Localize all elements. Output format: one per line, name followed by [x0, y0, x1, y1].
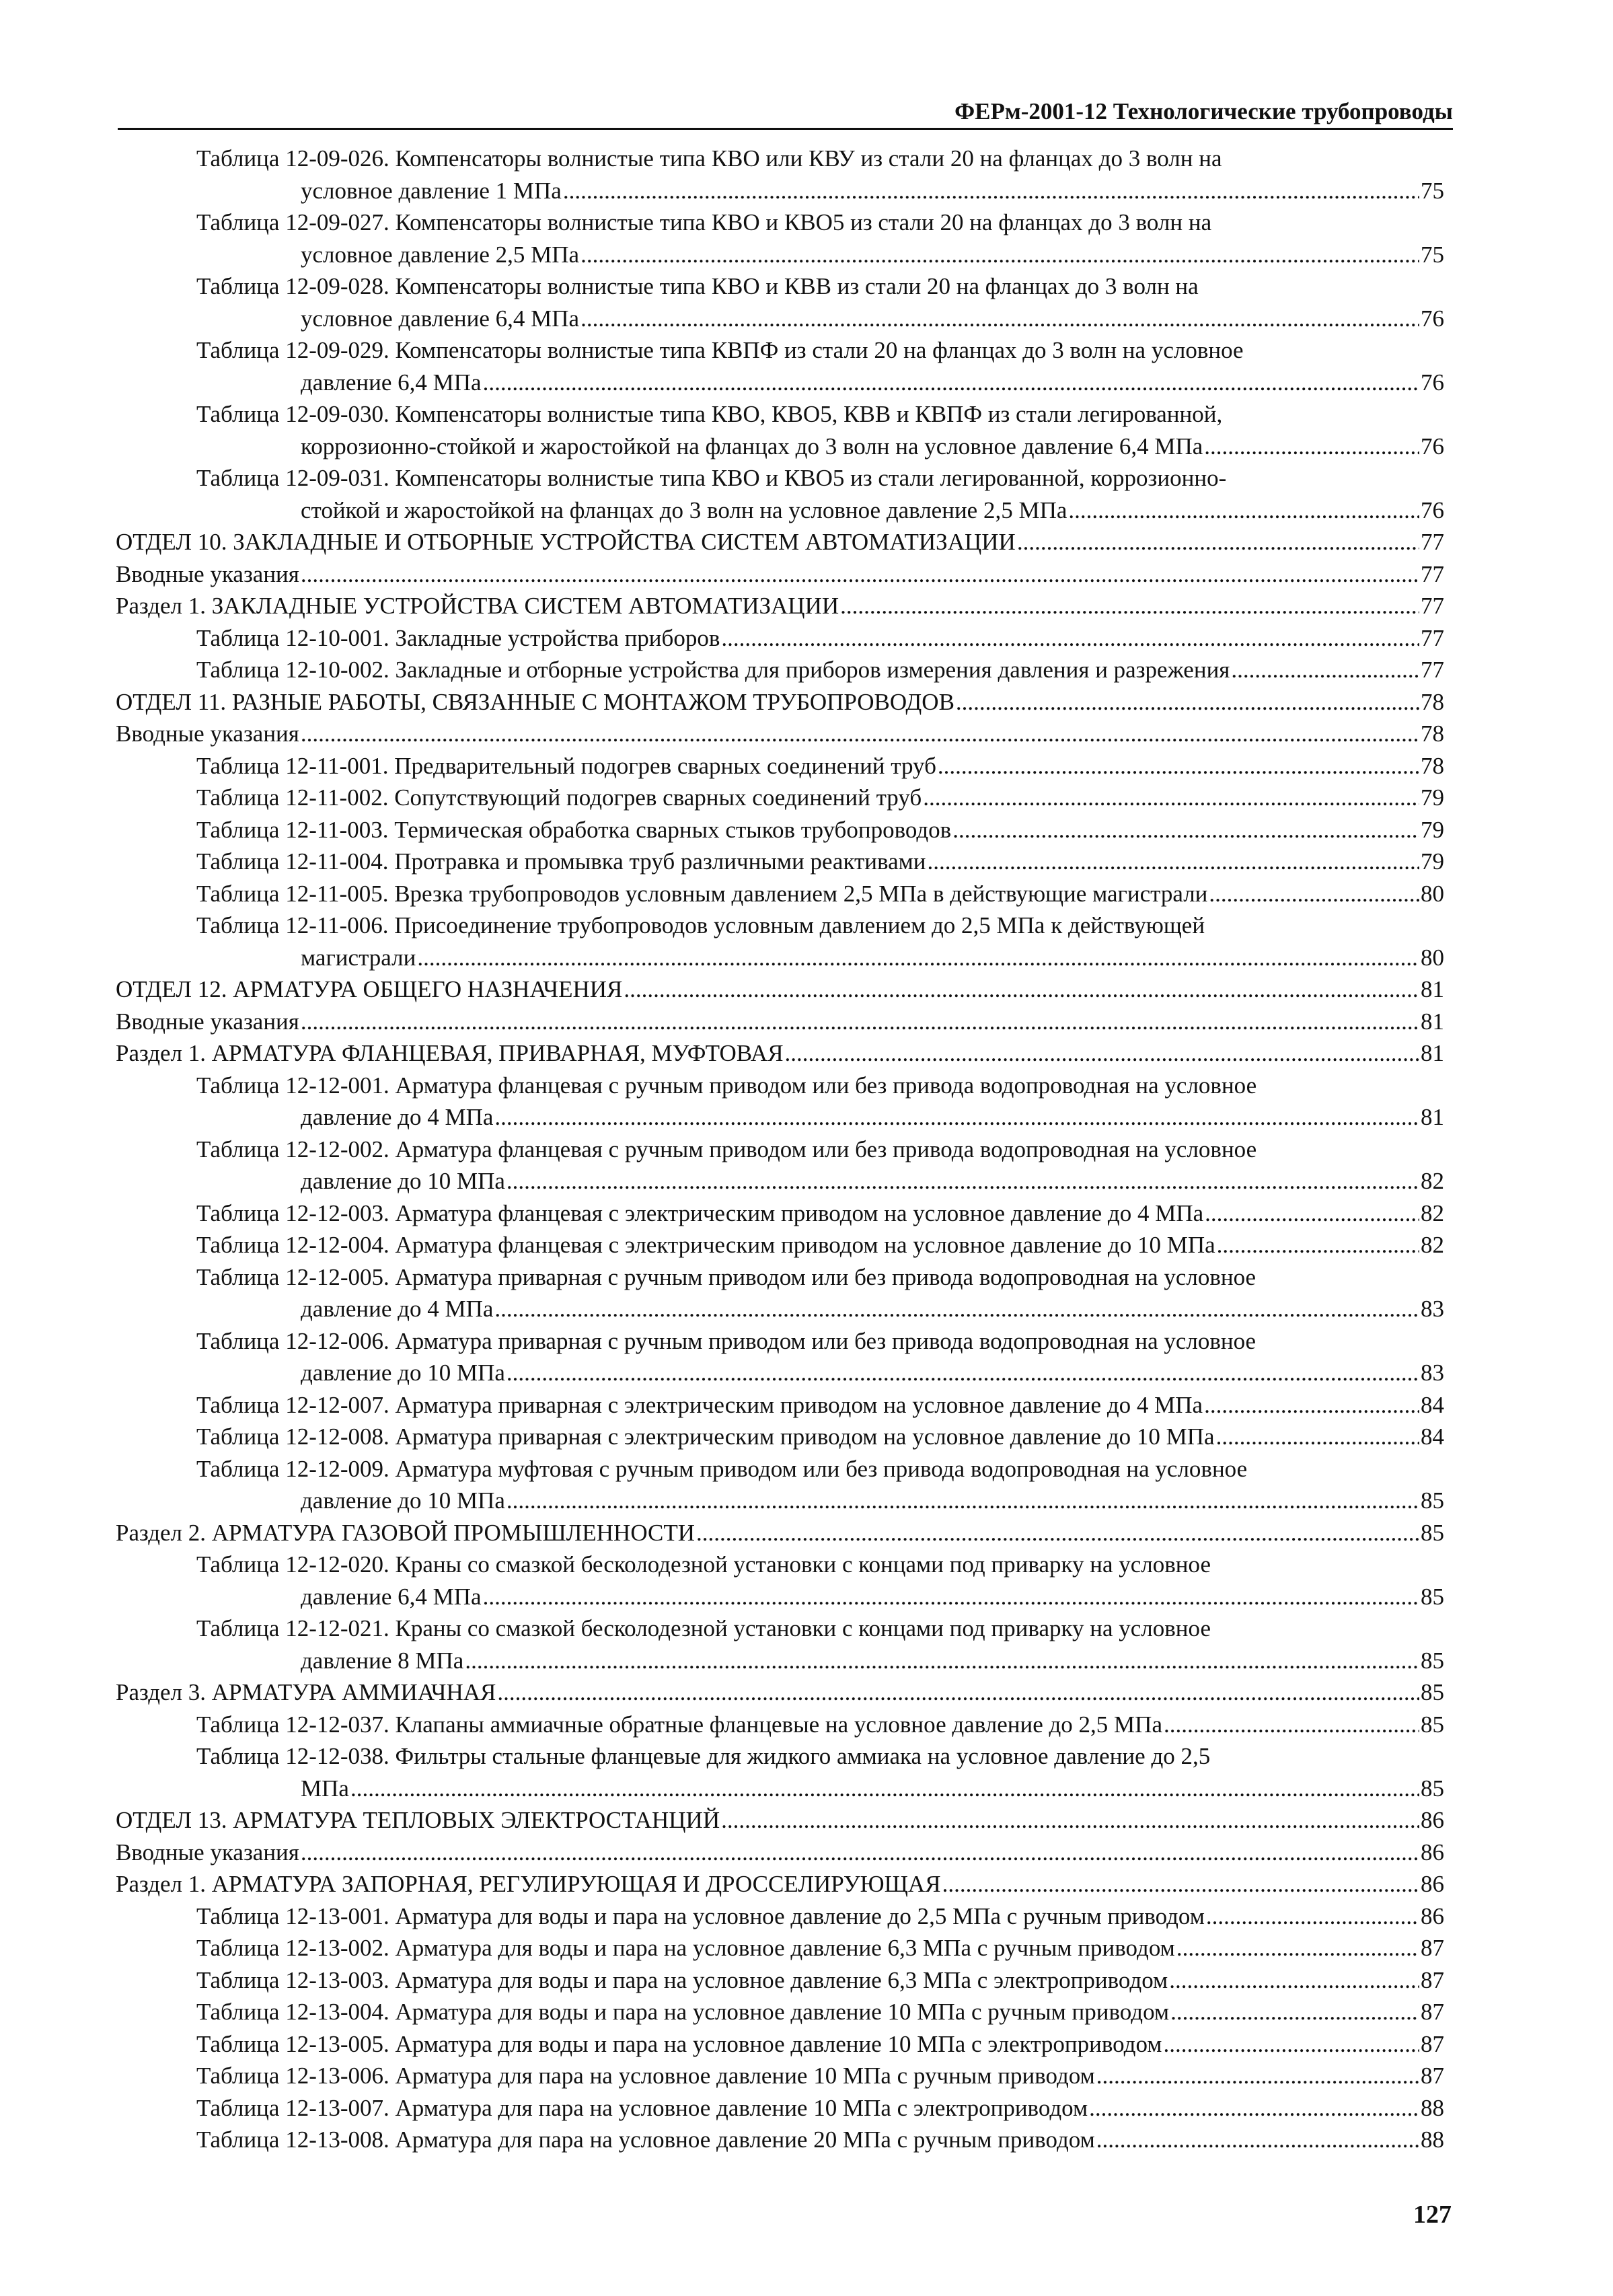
toc-entry-line1: Таблица 12-09-030. Компенсаторы волнистые типа КВО, КВО5, КВВ и КВПФ из стали легированной, [196, 401, 1223, 427]
toc-page-number: 82 [1421, 1199, 1444, 1226]
toc-entry-label: ОТДЕЛ 12. АРМАТУРА ОБЩЕГО НАЗНАЧЕНИЯ [116, 976, 623, 1002]
toc-page-number: 85 [1421, 1679, 1444, 1705]
toc-page-number: 83 [1421, 1360, 1444, 1386]
toc-entry-line2-text: давление до 10 МПа [301, 1360, 505, 1386]
toc-entry-label: ОТДЕЛ 13. АРМАТУРА ТЕПЛОВЫХ ЭЛЕКТРОСТАНЦИЙ [116, 1807, 720, 1833]
toc-page-number: 81 [1421, 976, 1444, 1002]
leader-dots [1209, 878, 1419, 910]
leader-dots [928, 846, 1420, 878]
toc-section-heading[interactable] [116, 1006, 1444, 1038]
toc-page-number: 85 [1421, 1519, 1444, 1546]
leader-dots [1089, 2092, 1419, 2124]
leader-dots [1176, 1932, 1419, 1964]
toc-entry[interactable] [116, 1134, 1444, 1197]
toc-page-number: 79 [1421, 816, 1444, 843]
toc-page-number: 77 [1421, 560, 1444, 587]
toc-entry-label: ОТДЕЛ 10. ЗАКЛАДНЫЕ И ОТБОРНЫЕ УСТРОЙСТВА СИСТЕМ АВТОМАТИЗАЦИИ [116, 529, 1016, 555]
leader-dots [1204, 431, 1419, 463]
toc-page-number: 77 [1421, 624, 1444, 651]
toc-entry-line2-text: стойкой и жаростойкой на фланцах до 3 волн на условное давление 2,5 МПа [301, 496, 1067, 523]
toc-entry-line2-text: давление до 10 МПа [301, 1487, 505, 1514]
page-number: 127 [1413, 2200, 1452, 2229]
leader-dots [1170, 1996, 1419, 2028]
toc-entry-line1: Таблица 12-12-021. Краны со смазкой бесколодезной установки с концами под приварку на условное [196, 1615, 1211, 1641]
toc-entry[interactable] [116, 1964, 1444, 1997]
toc-entry[interactable] [116, 878, 1444, 910]
toc-entry-line2-text: давление 6,4 МПа [301, 1583, 482, 1610]
toc-entry[interactable] [116, 1996, 1444, 2028]
toc-entry-line2 [116, 367, 1444, 399]
toc-page-number: 87 [1421, 2063, 1444, 2089]
toc-entry-label: Таблица 12-13-002. Арматура для воды и пара на условное давление 6,3 МПа с ручным приводом [196, 1935, 1175, 1961]
toc-entry-line2 [116, 1773, 1444, 1805]
toc-entry[interactable] [116, 207, 1444, 270]
toc-section-heading[interactable] [116, 973, 1444, 1006]
leader-dots [840, 590, 1419, 622]
toc-entry-label: Таблица 12-11-001. Предварительный подогрев сварных соединений труб [196, 752, 936, 779]
toc-entry[interactable] [116, 1453, 1444, 1517]
toc-entry[interactable] [116, 2124, 1444, 2156]
toc-entry-line2-text: МПа [301, 1775, 349, 1802]
toc-entry[interactable] [116, 1389, 1444, 1421]
leader-dots [956, 686, 1419, 718]
toc-entry-line2 [116, 1357, 1444, 1389]
toc-page-number: 81 [1421, 1008, 1444, 1035]
toc-entry-label: Таблица 12-13-007. Арматура для пара на условное давление 10 МПа с электроприводом [196, 2094, 1088, 2121]
toc-entry[interactable] [116, 143, 1444, 207]
toc-entry-line2 [116, 431, 1444, 463]
toc-page-number: 78 [1421, 752, 1444, 779]
leader-dots [507, 1165, 1419, 1197]
toc-entry-label: Таблица 12-12-003. Арматура фланцевая с электрическим приводом на условное давление до 4 МПа [196, 1199, 1204, 1226]
toc-entry[interactable] [116, 1900, 1444, 1933]
toc-page-number: 80 [1421, 944, 1444, 971]
toc-entry-label: Таблица 12-13-006. Арматура для пара на условное давление 10 МПа с ручным приводом [196, 2063, 1095, 2089]
toc-page-number: 83 [1421, 1296, 1444, 1322]
leader-dots [563, 175, 1419, 207]
toc-page-number: 75 [1421, 177, 1444, 204]
toc-entry-label: Таблица 12-12-004. Арматура фланцевая с электрическим приводом на условное давление до 10 МПа [196, 1232, 1215, 1258]
toc-entry-label: Таблица 12-11-004. Протравка и промывка труб различными реактивами [196, 848, 926, 875]
toc-entry[interactable] [116, 910, 1444, 973]
toc-page-number: 77 [1421, 593, 1444, 619]
toc-entry-line2 [116, 1581, 1444, 1613]
toc-entry[interactable] [116, 2028, 1444, 2061]
toc-entry-label: Таблица 12-12-037. Клапаны аммиачные обратные фланцевые на условное давление до 2,5 МПа [196, 1711, 1162, 1738]
toc-section-heading[interactable] [116, 1868, 1444, 1900]
leader-dots [1206, 1900, 1419, 1933]
toc-section-heading[interactable] [116, 718, 1444, 750]
toc-page-number: 84 [1421, 1391, 1444, 1418]
toc-entry-line1: Таблица 12-09-026. Компенсаторы волнистые типа КВО или КВУ из стали 20 на фланцах до 3 волн на [196, 145, 1222, 172]
toc-page-number: 76 [1421, 433, 1444, 459]
toc-entry[interactable] [116, 814, 1444, 846]
toc-entry[interactable] [116, 846, 1444, 878]
toc-entry-label: Раздел 1. АРМАТУРА ФЛАНЦЕВАЯ, ПРИВАРНАЯ, МУФТОВАЯ [116, 1040, 784, 1066]
toc-entry[interactable] [116, 334, 1444, 398]
toc-entry-line2 [116, 1165, 1444, 1197]
toc-entry[interactable] [116, 270, 1444, 334]
leader-dots [1068, 494, 1419, 527]
toc-page-number: 82 [1421, 1168, 1444, 1194]
toc-section-heading[interactable] [116, 1517, 1444, 1549]
running-header [118, 94, 1453, 130]
toc-entry[interactable] [116, 1613, 1444, 1676]
toc-entry-label: ОТДЕЛ 11. РАЗНЫЕ РАБОТЫ, СВЯЗАННЫЕ С МОНТАЖОМ ТРУБОПРОВОДОВ [116, 688, 954, 715]
toc-entry-label: Таблица 12-11-003. Термическая обработка сварных стыков трубопроводов [196, 816, 952, 843]
toc-entry-line2 [116, 1293, 1444, 1325]
leader-dots [301, 1837, 1419, 1869]
toc-page-number: 87 [1421, 1999, 1444, 2025]
toc-entry-label: Вводные указания [116, 1839, 299, 1865]
leader-dots [1164, 1709, 1419, 1741]
toc-section-heading[interactable] [116, 1037, 1444, 1070]
toc-entry-line2-text: коррозионно-стойкой и жаростойкой на фланцах до 3 волн на условное давление 6,4 МПа [301, 433, 1203, 459]
toc-section-heading[interactable] [116, 1837, 1444, 1869]
toc-entry-line1: Таблица 12-12-009. Арматура муфтовая с ручным приводом или без привода водопроводная на условное [196, 1455, 1248, 1482]
leader-dots [350, 1773, 1419, 1805]
toc-entry-line1: Таблица 12-09-031. Компенсаторы волнистые типа КВО и КВО5 из стали легированной, коррозионно- [196, 465, 1227, 491]
leader-dots [580, 239, 1419, 271]
toc-page-number: 85 [1421, 1775, 1444, 1802]
toc-section-heading[interactable] [116, 558, 1444, 591]
leader-dots [1096, 2124, 1419, 2156]
leader-dots [497, 1676, 1419, 1709]
toc-entry-line1: Таблица 12-12-038. Фильтры стальные фланцевые для жидкого аммиака на условное давление до 2,5 [196, 1743, 1211, 1769]
leader-dots [483, 367, 1419, 399]
toc-entry-label: Раздел 2. АРМАТУРА ГАЗОВОЙ ПРОМЫШЛЕННОСТИ [116, 1519, 696, 1546]
toc-entry-line2-text: давление 8 МПа [301, 1647, 464, 1674]
leader-dots [494, 1293, 1419, 1325]
toc-entry[interactable] [116, 1709, 1444, 1741]
leader-dots [938, 750, 1419, 782]
toc-page-number: 76 [1421, 369, 1444, 396]
toc-entry-label: Таблица 12-10-001. Закладные устройства приборов [196, 624, 720, 651]
leader-dots [1163, 2028, 1419, 2061]
toc-section-heading[interactable] [116, 1676, 1444, 1709]
toc-entry-line1: Таблица 12-12-005. Арматура приварная с ручным приводом или без привода водопроводная на условное [196, 1263, 1256, 1290]
toc-entry-line2 [116, 239, 1444, 271]
toc-entry-label: Таблица 12-10-002. Закладные и отборные устройства для приборов измерения давления и разрежения [196, 657, 1230, 683]
leader-dots [785, 1037, 1419, 1070]
leader-dots [1205, 1197, 1419, 1230]
toc-entry[interactable] [116, 1070, 1444, 1134]
toc-entry-line2-text: давление до 4 МПа [301, 1296, 494, 1322]
leader-dots [465, 1645, 1419, 1677]
toc-entry-line1: Таблица 12-12-002. Арматура фланцевая с ручным приводом или без привода водопроводная на условное [196, 1136, 1257, 1162]
leader-dots [483, 1581, 1419, 1613]
toc-entry-line2 [116, 1485, 1444, 1517]
toc-entry[interactable] [116, 622, 1444, 655]
toc-entry-line2-text: условное давление 6,4 МПа [301, 305, 580, 332]
toc-entry[interactable] [116, 1229, 1444, 1261]
toc-entry[interactable] [116, 1932, 1444, 1964]
toc-page-number: 87 [1421, 2030, 1444, 2057]
leader-dots [301, 1006, 1419, 1038]
toc-entry-label: Таблица 12-13-001. Арматура для воды и пара на условное давление до 2,5 МПа с ручным приводом [196, 1902, 1205, 1929]
toc-page-number: 81 [1421, 1104, 1444, 1130]
toc-page-number: 79 [1421, 848, 1444, 875]
toc-page-number: 82 [1421, 1232, 1444, 1258]
toc-entry[interactable] [116, 654, 1444, 686]
toc-section-heading[interactable] [116, 590, 1444, 622]
toc-page-number: 87 [1421, 1966, 1444, 1993]
toc-page-number: 88 [1421, 2094, 1444, 2121]
toc-entry-line2-text: давление до 10 МПа [301, 1168, 505, 1194]
toc-entry[interactable] [116, 1197, 1444, 1230]
toc-page-number: 86 [1421, 1902, 1444, 1929]
toc-entry-label: Вводные указания [116, 560, 299, 587]
toc-entry-label: Таблица 12-13-005. Арматура для воды и пара на условное давление 10 МПа с электроприводом [196, 2030, 1162, 2057]
leader-dots [494, 1101, 1419, 1134]
toc-entry-line2 [116, 303, 1444, 335]
toc-page-number: 76 [1421, 305, 1444, 332]
toc-section-heading[interactable] [116, 526, 1444, 558]
toc-entry-line1: Таблица 12-12-006. Арматура приварная с ручным приводом или без привода водопроводная на условное [196, 1327, 1256, 1354]
toc-entry-label: Таблица 12-11-002. Сопутствующий подогрев сварных соединений труб [196, 784, 922, 811]
toc-page-number: 76 [1421, 496, 1444, 523]
leader-dots [1017, 526, 1419, 558]
toc-entry-line1: Таблица 12-09-027. Компенсаторы волнистые типа КВО и КВО5 из стали 20 на фланцах до 3 волн на [196, 209, 1212, 235]
leader-dots [952, 814, 1419, 846]
toc-page-number: 86 [1421, 1839, 1444, 1865]
toc-entry[interactable] [116, 398, 1444, 462]
leader-dots [624, 973, 1419, 1006]
leader-dots [721, 1804, 1419, 1837]
leader-dots [507, 1357, 1419, 1389]
toc-entry[interactable] [116, 2060, 1444, 2092]
toc-page-number: 84 [1421, 1423, 1444, 1450]
toc-entry[interactable] [116, 462, 1444, 526]
toc-entry-label: Таблица 12-13-004. Арматура для воды и пара на условное давление 10 МПа с ручным приводом [196, 1999, 1170, 2025]
toc-page-number: 88 [1421, 2126, 1444, 2153]
toc-page-number: 86 [1421, 1807, 1444, 1833]
leader-dots [301, 718, 1419, 750]
toc-section-heading[interactable] [116, 686, 1444, 718]
leader-dots [721, 622, 1419, 655]
toc-entry-line2 [116, 942, 1444, 974]
leader-dots [507, 1485, 1419, 1517]
toc-entry-line2 [116, 1645, 1444, 1677]
toc-entry-line2-text: условное давление 2,5 МПа [301, 241, 580, 268]
toc-page-number: 86 [1421, 1871, 1444, 1897]
toc-page-number: 79 [1421, 784, 1444, 811]
toc-entry[interactable] [116, 1549, 1444, 1613]
header-title: ФЕРм-2001-12 Технологические трубопроводы [954, 98, 1453, 124]
toc-entry-label: Таблица 12-13-008. Арматура для пара на условное давление 20 МПа с ручным приводом [196, 2126, 1095, 2153]
toc-entry-line1: Таблица 12-09-029. Компенсаторы волнистые типа КВПФ из стали 20 на фланцах до 3 волн на условное [196, 337, 1244, 363]
toc-entry[interactable] [116, 2092, 1444, 2124]
leader-dots [1216, 1421, 1419, 1453]
leader-dots [923, 782, 1419, 814]
toc-entry[interactable] [116, 1421, 1444, 1453]
leader-dots [696, 1517, 1419, 1549]
toc-entry-line1: Таблица 12-12-020. Краны со смазкой бесколодезной установки с концами под приварку на условное [196, 1551, 1211, 1578]
leader-dots [1231, 654, 1419, 686]
toc-entry[interactable] [116, 750, 1444, 782]
toc-page-number: 75 [1421, 241, 1444, 268]
toc-entry-label: Раздел 3. АРМАТУРА АММИАЧНАЯ [116, 1679, 496, 1705]
toc-entry-label: Таблица 12-11-005. Врезка трубопроводов условным давлением 2,5 МПа в действующие магистрали [196, 880, 1208, 907]
leader-dots [417, 942, 1419, 974]
toc-page-number: 85 [1421, 1711, 1444, 1738]
leader-dots [942, 1868, 1419, 1900]
toc-entry-line2 [116, 1101, 1444, 1134]
toc-entry-line2-text: давление 6,4 МПа [301, 369, 482, 396]
toc-entry-line2-text: условное давление 1 МПа [301, 177, 562, 204]
leader-dots [301, 558, 1419, 591]
toc-entry-label: Вводные указания [116, 720, 299, 747]
leader-dots [580, 303, 1419, 335]
toc-entry-line2-text: давление до 4 МПа [301, 1104, 494, 1130]
toc-page-number: 78 [1421, 688, 1444, 715]
toc-page-number: 85 [1421, 1487, 1444, 1514]
toc-page-number: 85 [1421, 1647, 1444, 1674]
toc-entry-label: Таблица 12-12-008. Арматура приварная с электрическим приводом на условное давление до 10 МПа [196, 1423, 1215, 1450]
toc-page-number: 77 [1421, 657, 1444, 683]
toc-entry-label: Раздел 1. ЗАКЛАДНЫЕ УСТРОЙСТВА СИСТЕМ АВТОМАТИЗАЦИИ [116, 593, 839, 619]
toc-entry[interactable] [116, 1261, 1444, 1325]
toc-entry[interactable] [116, 1740, 1444, 1804]
toc-entry-line2 [116, 494, 1444, 527]
leader-dots [1096, 2060, 1419, 2092]
toc-entry-line2-text: магистрали [301, 944, 416, 971]
leader-dots [1217, 1229, 1419, 1261]
toc-page-number: 77 [1421, 529, 1444, 555]
toc-entry-label: Вводные указания [116, 1008, 299, 1035]
toc-entry[interactable] [116, 782, 1444, 814]
toc-entry-line1: Таблица 12-11-006. Присоединение трубопроводов условным давлением до 2,5 МПа к действующей [196, 912, 1205, 938]
toc-page-number: 81 [1421, 1040, 1444, 1066]
toc-section-heading[interactable] [116, 1804, 1444, 1837]
toc-page-number: 80 [1421, 880, 1444, 907]
leader-dots [1169, 1964, 1419, 1997]
toc-entry-line1: Таблица 12-12-001. Арматура фланцевая с ручным приводом или без привода водопроводная на условное [196, 1072, 1257, 1099]
toc-entry-line1: Таблица 12-09-028. Компенсаторы волнистые типа КВО и КВВ из стали 20 на фланцах до 3 волн на [196, 273, 1199, 299]
toc-entry-label: Таблица 12-13-003. Арматура для воды и пара на условное давление 6,3 МПа с электроприводом [196, 1966, 1168, 1993]
toc-entry-label: Раздел 1. АРМАТУРА ЗАПОРНАЯ, РЕГУЛИРУЮЩАЯ И ДРОССЕЛИРУЮЩАЯ [116, 1871, 941, 1897]
toc-page-number: 78 [1421, 720, 1444, 747]
toc-entry-label: Таблица 12-12-007. Арматура приварная с электрическим приводом на условное давление до 4 МПа [196, 1391, 1203, 1418]
table-of-contents [116, 143, 1444, 2156]
toc-page-number: 87 [1421, 1935, 1444, 1961]
toc-page-number: 85 [1421, 1583, 1444, 1610]
toc-entry[interactable] [116, 1325, 1444, 1389]
leader-dots [1204, 1389, 1419, 1421]
toc-entry-line2 [116, 175, 1444, 207]
